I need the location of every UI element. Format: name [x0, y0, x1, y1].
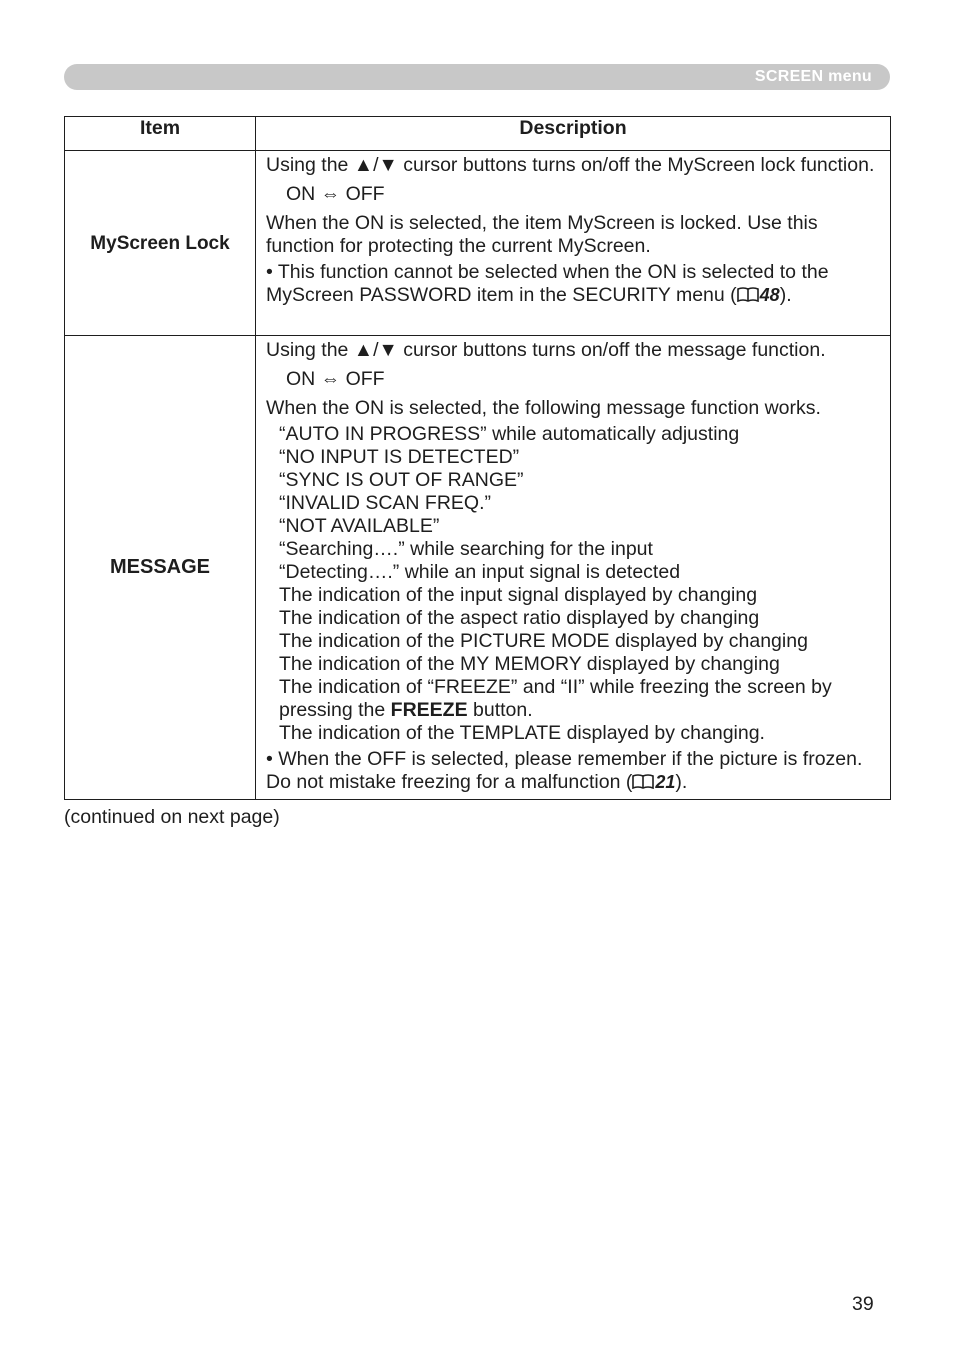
page-reference: 21: [655, 772, 676, 792]
list-item: “INVALID SCAN FREQ.”: [279, 492, 491, 514]
description-paragraph: Using the ▲/▼ cursor buttons turns on/off the message function.: [266, 339, 826, 361]
list-item: “Detecting….” while an input signal is detected: [279, 561, 681, 583]
list-item: The indication of the input signal displayed by changing: [279, 584, 758, 606]
description-paragraph: Using the ▲/▼ cursor buttons turns on/off the MyScreen lock function.: [266, 154, 875, 176]
freeze-button-name: FREEZE: [390, 699, 468, 721]
note-text-end: ).: [675, 771, 688, 793]
page-number: 39: [852, 1293, 874, 1315]
list-item: The indication of the TEMPLATE displayed by changing.: [279, 722, 765, 744]
note-text-end: ).: [779, 284, 792, 306]
list-item: “AUTO IN PROGRESS” while automatically adjusting: [279, 423, 740, 445]
table-row: [65, 151, 891, 336]
list-item: “NOT AVAILABLE”: [279, 515, 440, 537]
page-reference: 48: [759, 285, 780, 305]
freeze-line-text: The indication of “FREEZE” and “II” while freezing the screen by pressing the: [279, 676, 832, 721]
table-row: [65, 336, 891, 800]
book-reference-icon: [737, 285, 759, 300]
table-header-row: [65, 117, 891, 151]
message-list: [266, 423, 880, 745]
menu-table: [64, 116, 891, 800]
section-label: SCREEN menu: [754, 68, 872, 85]
list-item: “SYNC IS OUT OF RANGE”: [279, 469, 524, 491]
description-message: [256, 336, 891, 800]
continued-note: (continued on next page): [64, 806, 280, 828]
list-item: “Searching….” while searching for the input: [279, 538, 653, 560]
list-item: “NO INPUT IS DETECTED”: [279, 446, 520, 468]
description-paragraph: When the ON is selected, the following message function works.: [266, 397, 821, 419]
item-message: MESSAGE: [65, 336, 256, 800]
note-paragraph: [266, 748, 880, 794]
description-paragraph: When the ON is selected, the item MyScreen is locked. Use this function for protecting the current MyScreen.: [266, 212, 818, 257]
freeze-line-end: button.: [467, 699, 533, 721]
column-header-description: Description: [256, 117, 891, 151]
list-item: The indication of the MY MEMORY displayed by changing: [279, 653, 780, 675]
list-item: The indication of the aspect ratio displayed by changing: [279, 607, 760, 629]
book-reference-icon: [632, 772, 654, 787]
list-item: The indication of the PICTURE MODE displayed by changing: [279, 630, 808, 652]
note-paragraph: [266, 261, 880, 307]
description-myscreen-lock: [256, 151, 891, 336]
section-header-bar: [64, 64, 890, 90]
note-text: • When the OFF is selected, please remember if the picture is frozen. Do not mistake freezing for a malfunction (: [266, 748, 863, 793]
toggle-values: ON ⇔ OFF: [286, 368, 385, 390]
list-item: [279, 676, 880, 722]
column-header-item: Item: [65, 117, 256, 151]
note-text: • This function cannot be selected when the ON is selected to the MyScreen PASSWORD item in the SECURITY menu (: [266, 261, 829, 306]
toggle-values: ON ⇔ OFF: [286, 183, 385, 205]
item-myscreen-lock: MyScreen Lock: [65, 151, 256, 336]
